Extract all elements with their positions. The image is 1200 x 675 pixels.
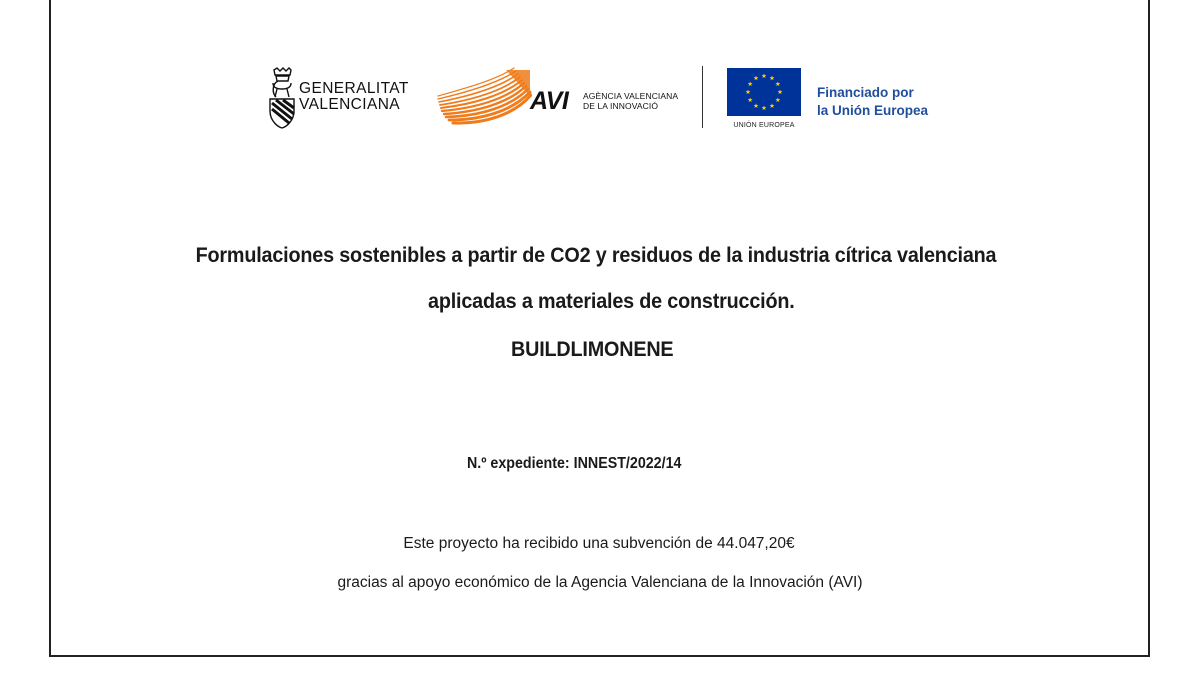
generalitat-valenciana-logo bbox=[268, 67, 413, 129]
subsidy-amount-text: Este proyecto ha recibido una subvención de 44.047,20€ bbox=[403, 535, 795, 552]
eu-star bbox=[762, 73, 767, 78]
project-title-line-2: aplicadas a materiales de construcción. bbox=[428, 289, 795, 313]
file-number: N.º expediente: INNEST/2022/14 bbox=[467, 455, 682, 472]
eu-star bbox=[770, 103, 775, 108]
eu-star bbox=[775, 97, 780, 102]
avi-wordmark: AVI bbox=[530, 87, 569, 115]
eu-star bbox=[754, 76, 759, 81]
avi-agency-name: AGÈNCIA VALENCIANA DE LA INNOVACIÓ bbox=[583, 91, 679, 111]
eu-star bbox=[748, 81, 753, 86]
project-acronym: BUILDLIMONENE bbox=[511, 337, 674, 361]
eu-star bbox=[775, 81, 780, 86]
eu-stars-ring bbox=[727, 68, 801, 116]
eu-star bbox=[762, 105, 767, 110]
eu-star bbox=[778, 89, 783, 94]
eu-caption: UNIÓN EUROPEA bbox=[733, 122, 795, 129]
valencian-coat-of-arms-icon bbox=[268, 67, 296, 129]
eu-flag-icon bbox=[727, 68, 801, 116]
subsidy-source-text: gracias al apoyo económico de la Agencia Valenciana de la Innovación (AVI) bbox=[337, 574, 863, 591]
project-title-line-1: Formulaciones sostenibles a partir de CO2 y residuos de la industria cítrica valenciana bbox=[195, 243, 997, 267]
eu-star bbox=[748, 97, 753, 102]
eu-star bbox=[770, 76, 775, 81]
logo-divider bbox=[702, 66, 703, 128]
generalitat-wordmark: GENERALITAT VALENCIANA bbox=[299, 80, 409, 113]
eu-star bbox=[746, 89, 751, 94]
avi-logo bbox=[436, 66, 686, 128]
eu-funded-text: Financiado por la Unión Europea bbox=[817, 85, 929, 118]
avi-swoosh-icon bbox=[436, 66, 532, 128]
eu-star bbox=[754, 103, 759, 108]
